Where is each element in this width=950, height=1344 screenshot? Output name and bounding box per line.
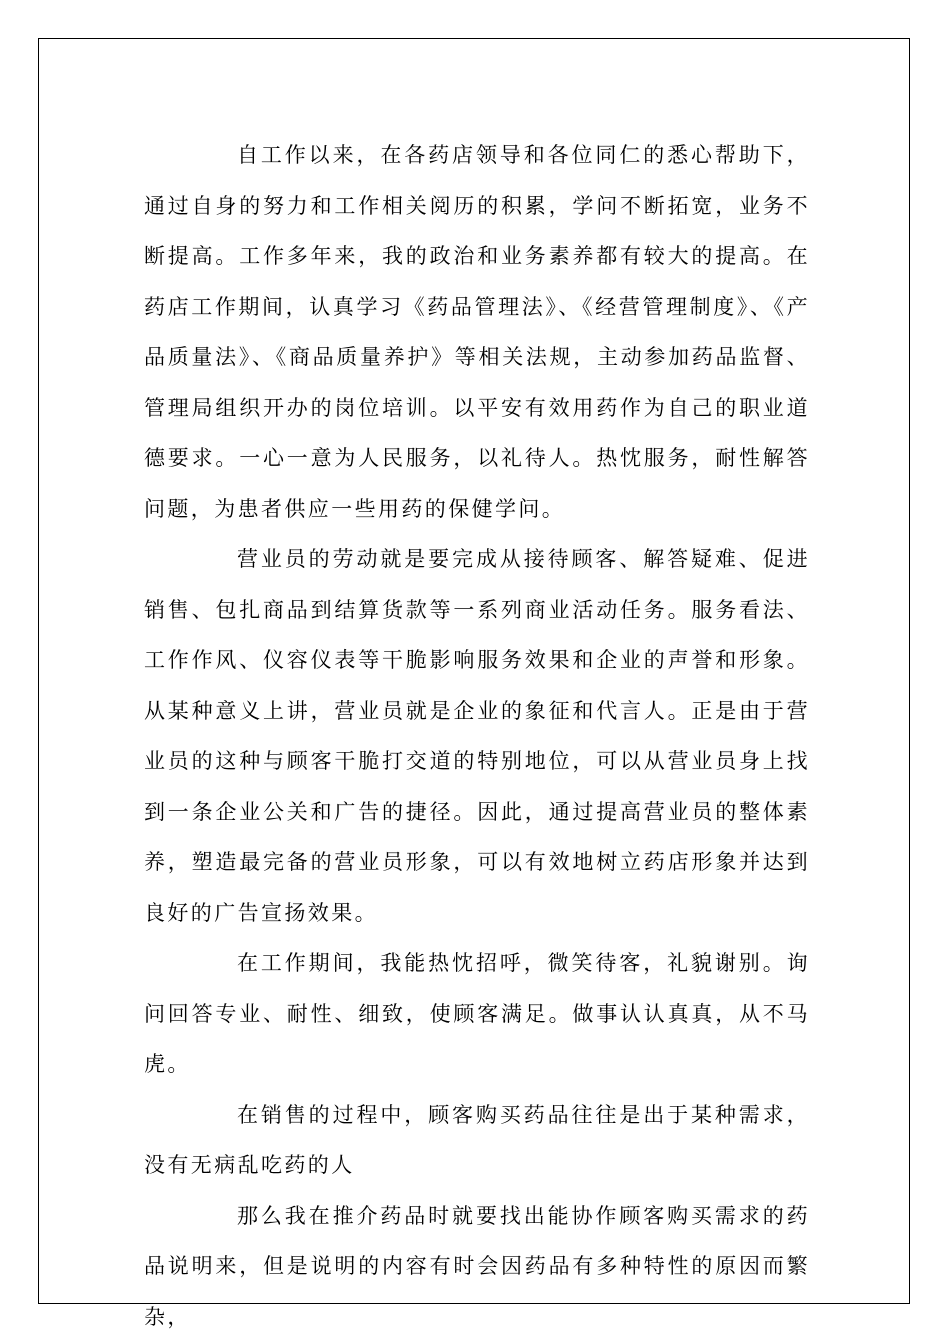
paragraph-1: 自工作以来，在各药店领导和各位同仁的悉心帮助下，通过自身的努力和工作相关阅历的积累，学问不断拓宽，业务不断提高。工作多年来，我的政治和业务素养都有较大的提高。在药店工作期间，认真学习《药品管理法》、《经营管理制度》、《产品质量法》、《商品质量养护》等相关法规，主动参加药品监督、管理局组织开办的岗位培训。以平安有效用药作为自己的职业道德要求。一心一意为人民服务，以礼待人。热忱服务，耐性解答问题，为患者供应一些用药的保健学问。: [144, 143, 810, 521]
paragraph-3: 在工作期间，我能热忱招呼，微笑待客，礼貌谢别。询问回答专业、耐性、细致，使顾客满足。做事认认真真，从不马虎。: [144, 951, 810, 1076]
paragraph-4: 在销售的过程中，顾客购买药品往往是出于某种需求，没有无病乱吃药的人: [144, 1102, 810, 1177]
paragraph-5: 那么我在推介药品时就要找出能协作顾客购买需求的药品说明来，但是说明的内容有时会因药品有多种特性的原因而繁杂，: [144, 1203, 810, 1329]
paragraph-2: 营业员的劳动就是要完成从接待顾客、解答疑难、促进销售、包扎商品到结算货款等一系列商业活动任务。服务看法、工作作风、仪容仪表等干脆影响服务效果和企业的声誉和形象。从某种意义上讲，营业员就是企业的象征和代言人。正是由于营业员的这种与顾客干脆打交道的特别地位，可以从营业员身上找到一条企业公关和广告的捷径。因此，通过提高营业员的整体素养，塑造最完备的营业员形象，可以有效地树立药店形象并达到良好的广告宣扬效果。: [144, 547, 810, 925]
document-body: [144, 130, 810, 1342]
